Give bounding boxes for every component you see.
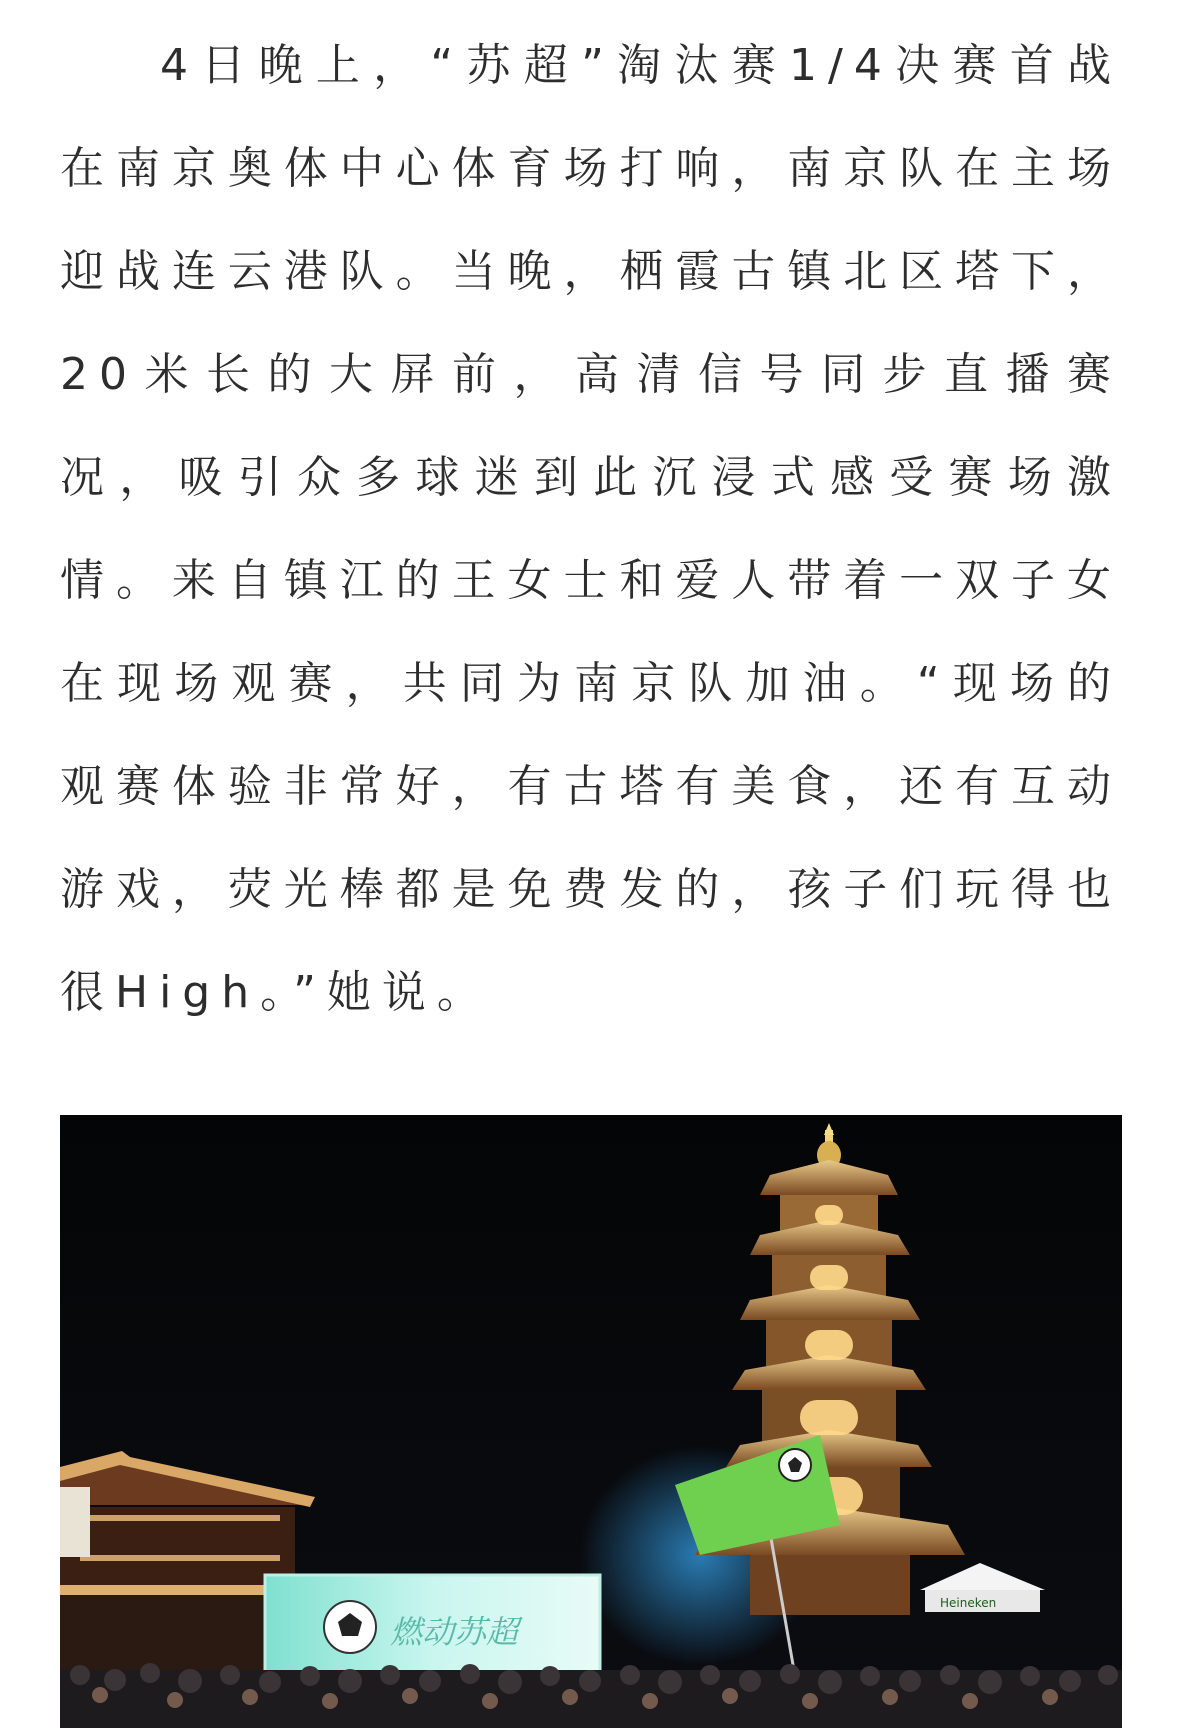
article-paragraph: 4日晚上，“苏超”淘汰赛1/4决赛首战在南京奥体中心体育场打响，南京队在主场迎战连云港队。当晚，栖霞古镇北区塔下，20米长的大屏前，高清信号同步直播赛况，吸引众多球迷到此沉浸式感受赛场激情。来自镇江的王女士和爱人带着一双子女在现场观赛，共同为南京队加油。“现场的观赛体验非常好，有古塔有美食，还有互动游戏，荧光棒都是免费发的，孩子们玩得也很High。”她说。 xyxy=(60,40,1122,1018)
crowd xyxy=(60,1663,1122,1728)
pagoda-night-scene xyxy=(60,1115,1122,1728)
article-photo xyxy=(60,1115,1122,1728)
screen-text: 燃动苏超 xyxy=(390,1613,519,1651)
tent-text: Heineken xyxy=(940,1596,997,1610)
article-body xyxy=(60,14,1122,1044)
big-screen xyxy=(265,1575,600,1675)
